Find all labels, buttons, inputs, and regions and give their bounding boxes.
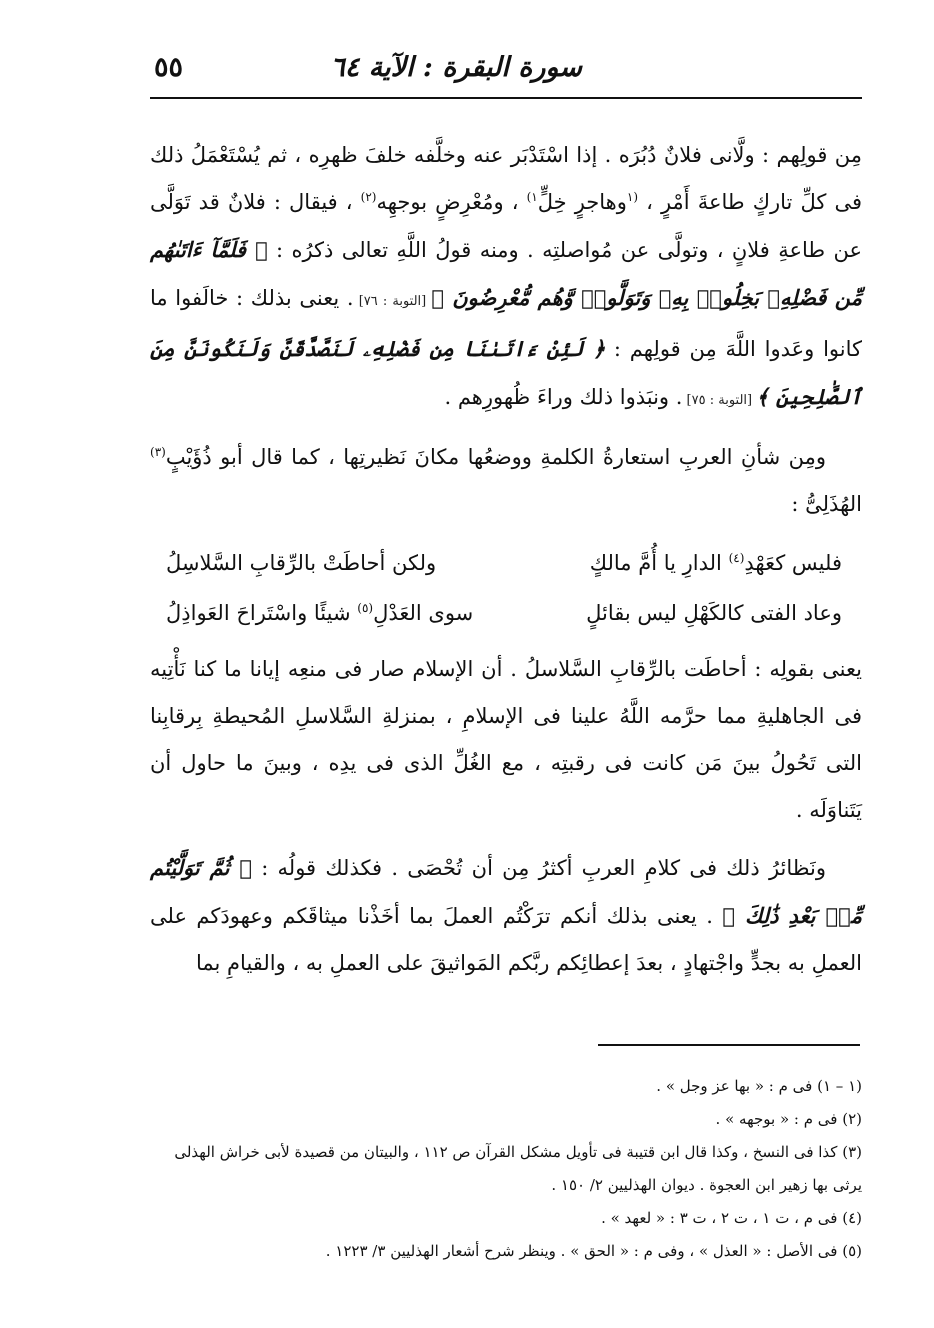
hemistich-second: ولكن أحاطَتْ بالرِّقابِ السَّلاسِلُ: [166, 551, 437, 575]
text-span: الدارِ يا أُمَّ مالكٍ: [589, 551, 729, 575]
footnotes: [150, 1070, 862, 1268]
text-span: شيئًا واسْتَراحَ العَواذِلُ: [166, 601, 358, 625]
text-span: وهاجرٍ خِلٍّ: [537, 190, 627, 214]
surah-title: سورة البقرة : الآية ٦٤: [330, 52, 582, 83]
footnote-5: (٥) فى الأصل : « العذل » ، وفى م : « الحق » . وينظر شرح أشعار الهذليين ٣/ ١٢٢٣ .: [325, 1242, 862, 1260]
footnote-4: (٤) فى م ، ت ١ ، ت ٢ ، ت ٣ : « لعهد » .: [601, 1209, 862, 1227]
text-span: . ونبَذوا ذلك وراءَ ظُهورِهم .: [444, 385, 683, 409]
text-span: . يعنى بذلك أنكم ترَكْتُم العملَ بما أخَذْنا ميثاقَكم وعهودَكم على العملِ به بجدٍّ واجْتهادٍ ، بعدَ إعطائِكم ربَّكم المَواثيقَ على العملِ به ، والقيامِ بما: [150, 904, 862, 975]
text-span: ومِن شأنِ العربِ استعارةُ الكلمةِ ووضعُها مكانَ نَظيرتِها ، كما قال أبو ذُؤَيْبٍ: [165, 445, 826, 469]
footnote-3: (٣) كذا فى النسخ ، وكذا قال ابن قتيبة فى تأويل مشكل القرآن ص ١١٢ ، والبيتان من قصيدة لأبى خراش الهذلى يرثى بها زهير ابن العجوة . ديوان الهذليين ٢/ ١٥٠ .: [174, 1143, 862, 1194]
page-number: ٥٥: [154, 52, 184, 83]
footnote-2: (٢) فى م : « بوجهه » .: [715, 1110, 862, 1128]
quran-quote: ﴿ ثُمَّ تَوَلَّيْتُم مِّنۢ بَعْدِ ذَٰلِكَ ﴾: [150, 855, 862, 928]
poem: [150, 538, 862, 638]
text-span: ونَظائرُ ذلك فى كلامِ العربِ أكثرُ مِن أن تُحْصَى . فكذلك قولُه :: [251, 856, 826, 880]
text-span: فليس كعَهْدِ: [744, 551, 842, 575]
quran-quote: ﴿ لَئِنْ ءَاتَىٰنَا مِن فَضْلِهِۦ لَنَصَّدَّقَنَّ وَلَنَكُونَنَّ مِنَ ٱلصَّٰلِحِينَ ﴾: [150, 336, 862, 409]
text-span: الهُذَلِىُّ :: [791, 492, 862, 516]
hemistich-first: وعاد الفتى كالكَهْلِ ليس بقائلٍ: [586, 601, 842, 625]
verse-line: [150, 538, 862, 588]
footnote-ref: (٤): [728, 551, 745, 565]
text-span: . يعنى بذلك : خالَفوا ما كانوا وعَدوا اللَّهَ مِن قولِهم :: [150, 286, 862, 361]
hemistich-first: [590, 538, 842, 588]
verse-line: [150, 588, 862, 638]
footnote-ref: (٣): [150, 445, 166, 459]
paragraph-3: يعنى بقولِه : أحاطَت بالرِّقابِ السَّلاسلُ . أن الإسلام صار فى منعِه إيانا ما كنا نَأْتِيه فى الجاهليةِ مما حرَّمه اللَّهُ علينا فى الإسلامِ ، بمنزلةِ السَّلاسلِ المُحيطةِ بِرقابِنا التى تَحُولُ بينَ مَن كانت فى رقبتِه ، مع الغُلِّ الذى فى يدِه ، وبينَ ما حاول أن يَتَناوَلَه .: [150, 657, 862, 822]
footnote-rule: [598, 1044, 860, 1046]
main-text: [150, 132, 862, 997]
footnote-ref: (٥): [357, 601, 374, 615]
footnote-ref: (١: [626, 190, 639, 204]
footnote-ref: (٢): [360, 190, 377, 204]
text-span: ، فيقال : فلانٌ قد تَوَلَّى عن طاعةِ فلانٍ ، وتولَّى عن مُواصلتِه . ومنه قولُ اللَّهِ تعالى ذكرُه :: [150, 190, 862, 262]
quran-citation: [التوبة : ٧٦]: [353, 294, 432, 309]
footnote-ref: ١): [526, 190, 538, 204]
text-span: مِن قولِهم : ولَّانى فلانٌ دُبُرَه . إذا اسْتَدْبَر عنه وخلَّفه خلفَ ظهرِه ، ثم يُسْتَعْمَلُ ذلك فى كلِّ تاركٍ طاعةَ أَمْرٍ ،: [150, 143, 862, 214]
footnote-1: (١ – ١) فى م : « بها عز وجل » .: [656, 1077, 862, 1095]
hemistich-second: [166, 588, 473, 638]
paragraph-1: [150, 132, 862, 424]
quran-citation: [التوبة : ٧٥]: [682, 393, 757, 408]
running-header: [150, 48, 862, 88]
quran-quote: ﴿ فَلَمَّآ ءَاتَىٰهُم مِّن فَضْلِهِۦ بَخِلُوا۟ بِهِۦ وَتَوَلَّوا۟ وَّهُم مُّعْرِضُونَ ﴾: [150, 237, 862, 310]
header-rule: [150, 97, 862, 99]
paragraph-4: [150, 844, 862, 987]
paragraph-2: [150, 434, 862, 528]
text-span: ، ومُعْرِضٍ بوجهِه: [376, 190, 527, 214]
text-span: سوى العَدْلِ: [373, 601, 474, 625]
